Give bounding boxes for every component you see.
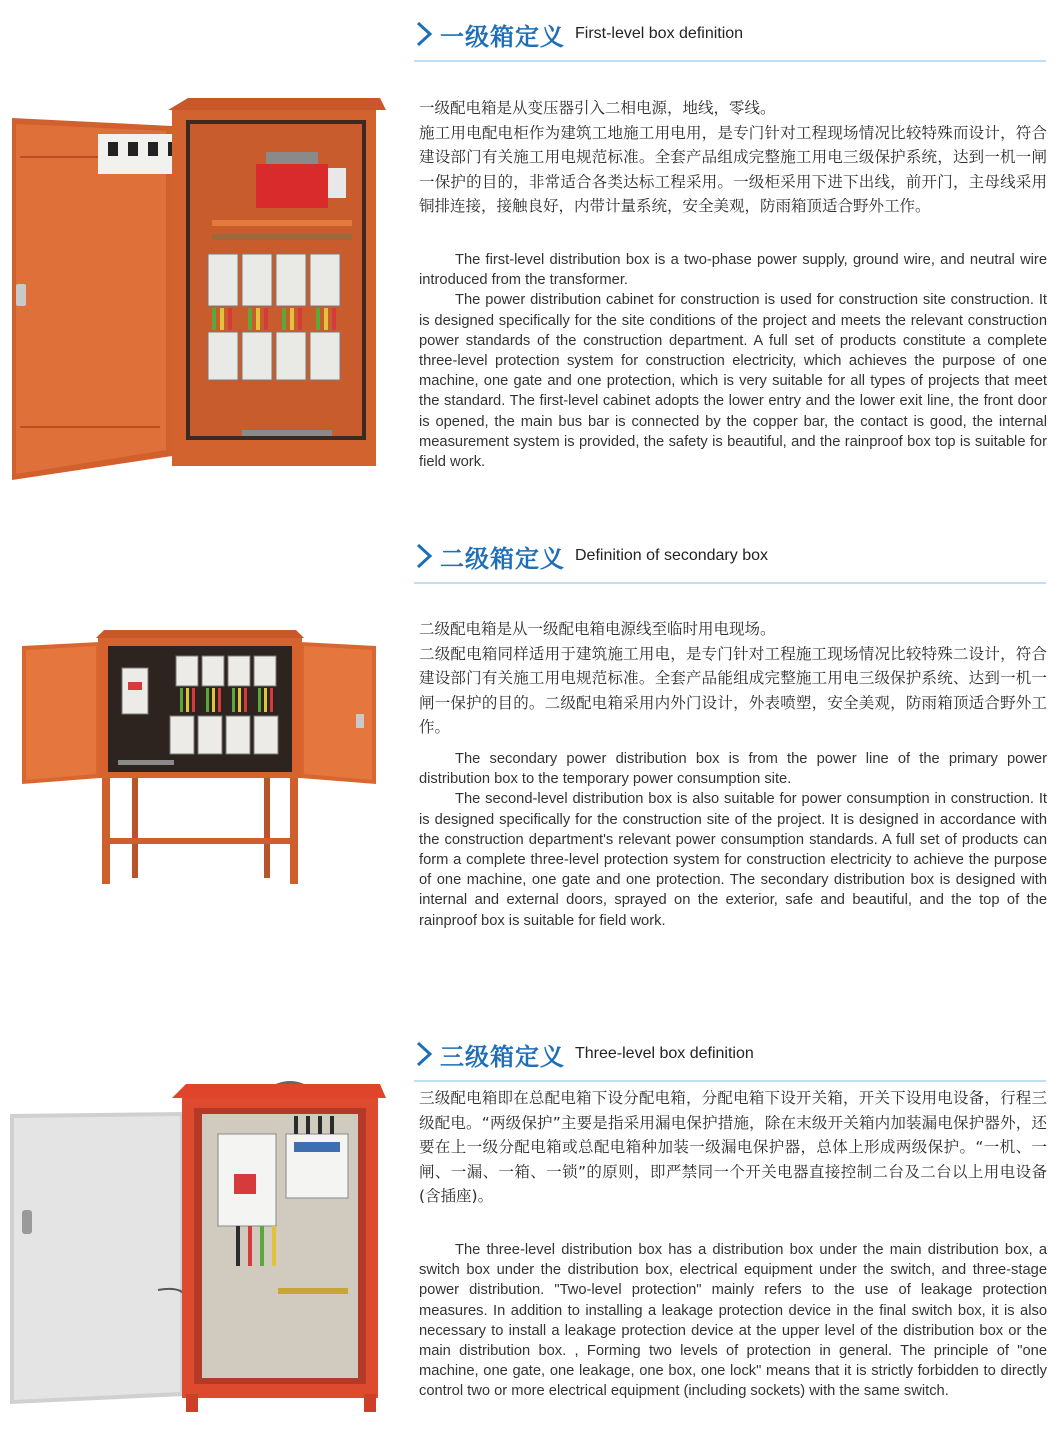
paragraph-en: The power distribution cabinet for construction is used for construction site construction. It is designed specifically for the site conditions of the project and meets the relevant construction power standards of the construction department. A full set of products constitute a complete three-level protection system for construction electricity, which achieves the purpose of one machine, one gate and one protection, which is very suitable for all types of projects that meet the standard. The first-level cabinet adopts the lower entry and the lower exit line, the front door is opened, the main bus bar is connected by the copper bar, the contact is good, the internal measurement system is provided, the safety is beautiful, and the rainproof box top is suitable for field work. <box>419 292 1047 471</box>
first-level-cabinet-photo <box>12 96 388 484</box>
section-text-cn <box>419 96 1047 219</box>
section-divider <box>414 582 1046 584</box>
chevron-right-icon <box>414 20 434 48</box>
chevron-right-icon <box>414 542 434 570</box>
section-title-en: First-level box definition <box>575 25 744 42</box>
secondary-box-photo <box>20 628 380 888</box>
three-level-box-photo <box>8 1076 386 1414</box>
section-text-en <box>419 1240 1047 1402</box>
section-heading <box>414 538 768 574</box>
section-divider <box>414 60 1046 62</box>
section-heading <box>414 1036 754 1072</box>
section-title-en: Definition of secondary box <box>575 547 768 564</box>
paragraph-cn: 三级配电箱即在总配电箱下设分配电箱，分配电箱下设开关箱，开关下设用电设备，行程三级配电。“两级保护”主要是指采用漏电保护措施，除在末级开关箱内加装漏电保护器外，还要在上一级分配电箱或总配电箱种加装一级漏电保护器，总体上形成两级保护。“一机、一闸、一漏、一箱、一锁”的原则，即严禁同一个开关电器直接控制二台及二台以上用电设备(含插座)。 <box>419 1089 1047 1205</box>
section-text-cn <box>419 1086 1047 1209</box>
section-text-en <box>419 250 1047 472</box>
section-divider <box>414 1080 1046 1082</box>
section-title-cn: 三级箱定义 <box>440 1042 565 1071</box>
paragraph-en: The secondary power distribution box is from the power line of the primary power distribution box to the temporary power consumption site. <box>419 751 1047 788</box>
paragraph-cn: 一级配电箱是从变压器引入二相电源，地线，零线。 <box>419 99 776 117</box>
section-text-en <box>419 749 1047 931</box>
paragraph-cn: 二级配电箱是从一级配电箱电源线至临时用电现场。 <box>419 620 776 638</box>
paragraph-cn: 施工用电配电柜作为建筑工地施工用电用，是专门针对工程现场情况比较特殊而设计，符合建设部门有关施工用电规范标准。全套产品组成完整施工用电三级保护系统，达到一机一闸一保护的目的，非常适合各类达标工程采用。一级柜采用下进下出线，前开门，主母线采用铜排连接，接触良好，内带计量系统，安全美观，防雨箱顶适合野外工作。 <box>419 123 1047 215</box>
paragraph-en: The three-level distribution box has a distribution box under the main distribution box, a switch box under the distribution box, electrical equipment under the switch, and three-stage power distribution. "Two-level protection" mainly refers to the use of leakage protection measures. In addition to installing a leakage protection device in the final switch box, it is also necessary to install a leakage protection device at the upper level of the distribution box or the main distribution box. , Forming two levels of protection in general. The principle of "one machine, one gate, one leakage, one box, one lock" means that it is strictly forbidden to directly control two or more electrical equipment (including sockets) with the same switch. <box>419 1242 1047 1400</box>
paragraph-en: The second-level distribution box is also suitable for power consumption in construction. It is designed specifically for the construction site of the project. It is designed in accordance with the construction department's relevant power consumption standards. A full set of products can form a complete three-level protection system for construction electricity to achieve the purpose of one machine, one gate and one protection. The secondary distribution box is designed with internal and external doors, sprayed on the exterior, safe and beautiful, and the top of the rainproof box is suitable for field work. <box>419 791 1047 929</box>
section-title-en: Three-level box definition <box>575 1045 754 1062</box>
section-heading <box>414 16 743 52</box>
section-text-cn <box>419 617 1047 740</box>
paragraph-cn: 二级配电箱同样适用于建筑施工用电，是专门针对工程施工现场情况比较特殊二设计，符合建设部门有关施工用电规范标准。全套产品能组成完整施工用电三级保护系统、达到一机一闸一保护的目的。二级配电箱采用内外门设计，外表喷塑，安全美观，防雨箱顶适合野外工作。 <box>419 644 1047 736</box>
paragraph-en: The first-level distribution box is a two-phase power supply, ground wire, and neutral wire introduced from the transformer. <box>419 252 1047 289</box>
section-title-cn: 二级箱定义 <box>440 544 565 573</box>
section-title-cn: 一级箱定义 <box>440 22 565 51</box>
chevron-right-icon <box>414 1040 434 1068</box>
